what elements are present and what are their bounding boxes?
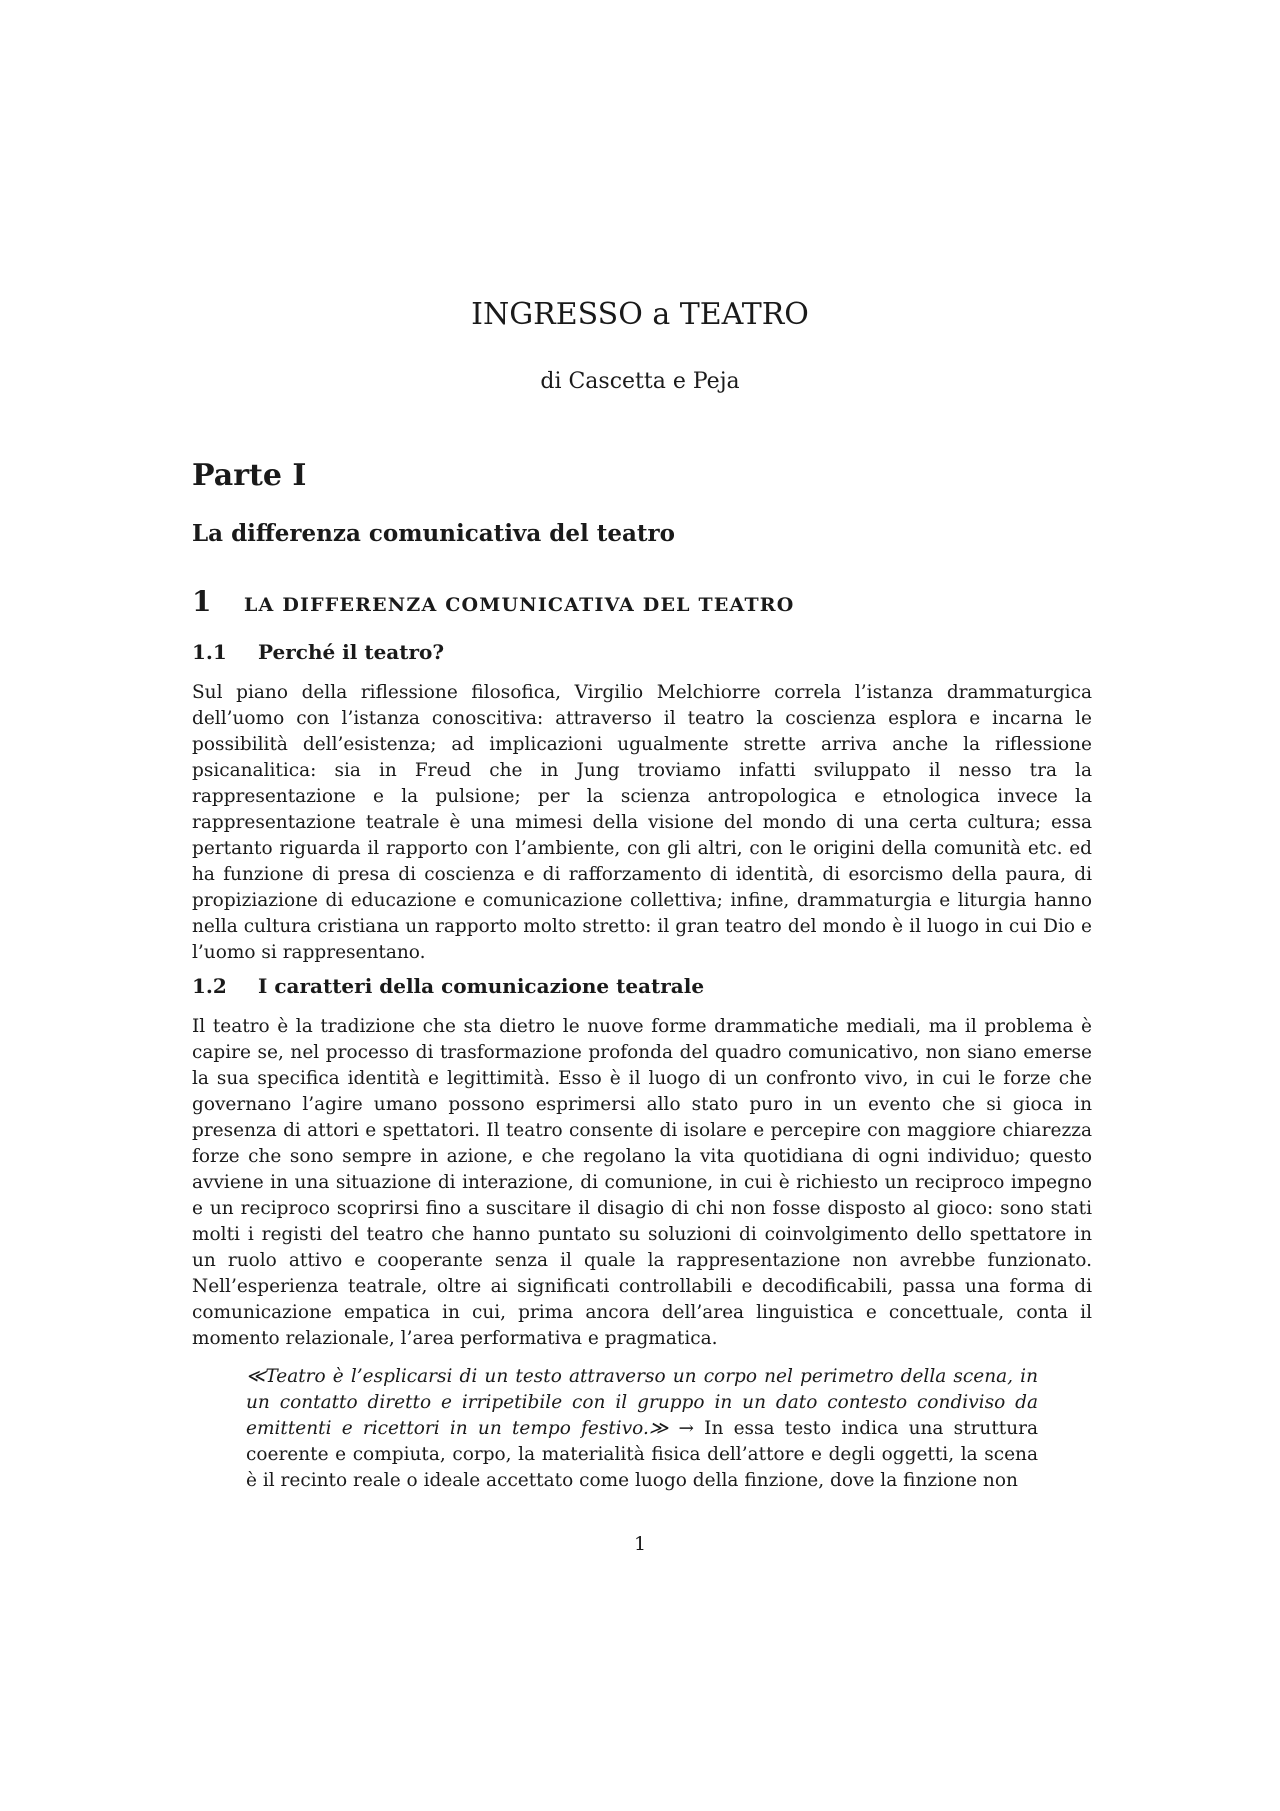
part-subtitle: La differenza comunicativa del teatro <box>192 520 675 547</box>
section-number: 1 <box>192 585 212 618</box>
section-heading <box>192 585 795 618</box>
body-paragraph: Il teatro è la tradizione che sta dietro le nuove forme drammatiche mediali, ma il problema è capire se, nel processo di trasformazione profonda del quadro comunicativo, non siano emerse la sua specifica identità e legittimità. Esso è il luogo di un confronto vivo, in cui le forze che governano l’agire umano possono esprimersi allo stato puro in un evento che si gioca in presenza di attori e spettatori. Il teatro consente di isolare e percepire con maggiore chiarezza forze che sono sempre in azione, e che regolano la vita quotidiana di ogni individuo; questo avviene in una situazione di interazione, di comunione, in cui è richiesto un reciproco impegno e un reciproco scoprirsi fino a suscitare il disagio di chi non fosse disposto al gioco: sono stati molti i registi del teatro che hanno puntato su soluzioni di coinvolgimento dello spettatore in un ruolo attivo e cooperante senza il quale la rappresentazione non avrebbe funzionato. Nell’esperienza teatrale, oltre ai significati controllabili e decodificabili, passa una forma di comunicazione empatica in cui, prima ancora dell’area linguistica e concettuale, conta il momento relazionale, l’area performativa e pragmatica. <box>192 1016 1092 1349</box>
subsection-heading <box>192 974 704 998</box>
block-quote <box>246 1364 1038 1494</box>
subsection-number: 1.2 <box>192 974 227 998</box>
section-title: LA DIFFERENZA COMUNICATIVA DEL TEATRO <box>244 594 795 616</box>
document-title: INGRESSO a TEATRO <box>471 297 809 332</box>
part-title: Parte I <box>192 458 307 493</box>
body-paragraph: Sul piano della riflessione filosofica, Virgilio Melchiorre correla l’istanza drammaturgica dell’uomo con l’istanza conoscitiva: attraverso il teatro la coscienza esplora e incarna le possibilità dell’esistenza; ad implicazioni ugualmente strette arriva anche la riflessione psicanalitica: sia in Freud che in Jung troviamo infatti sviluppato il nesso tra la rappresentazione e la pulsione; per la scienza antropologica e etnologica invece la rappresentazione teatrale è una mimesi della visione del mondo di una certa cultura; essa pertanto riguarda il rapporto con l’ambiente, con gli altri, con le origini della comunità etc. ed ha funzione di presa di coscienza e di rafforzamento di identità, di esorcismo della paura, di propiziazione di educazione e comunicazione collettiva; infine, drammaturgia e liturgia hanno nella cultura cristiana un rapporto molto stretto: il gran teatro del mondo è il luogo in cui Dio e l’uomo si rappresentano. <box>192 682 1092 963</box>
subsection-title: Perché il teatro? <box>258 640 445 664</box>
page-number: 1 <box>633 1533 647 1555</box>
subsection-title: I caratteri della comunicazione teatrale <box>258 974 705 998</box>
document-author: di Cascetta e Peja <box>540 369 740 394</box>
arrow-symbol: → <box>668 1418 705 1439</box>
quote-italic: ≪Teatro è l’esplicarsi di un testo attraverso un corpo nel perimetro della scena, in un contatto diretto e irripetibile con il gruppo in un dato contesto condiviso da emittenti e ricettori in un tempo festivo.≫ <box>246 1366 1038 1439</box>
subsection-heading <box>192 640 444 664</box>
quote-continuation: In essa testo indica una struttura coerente e compiuta, corpo, la materialità fisica dell’attore e degli oggetti, la scena è il recinto reale o ideale accettato come luogo della finzione, dove la finzione non <box>246 1418 1039 1491</box>
subsection-number: 1.1 <box>192 640 227 664</box>
